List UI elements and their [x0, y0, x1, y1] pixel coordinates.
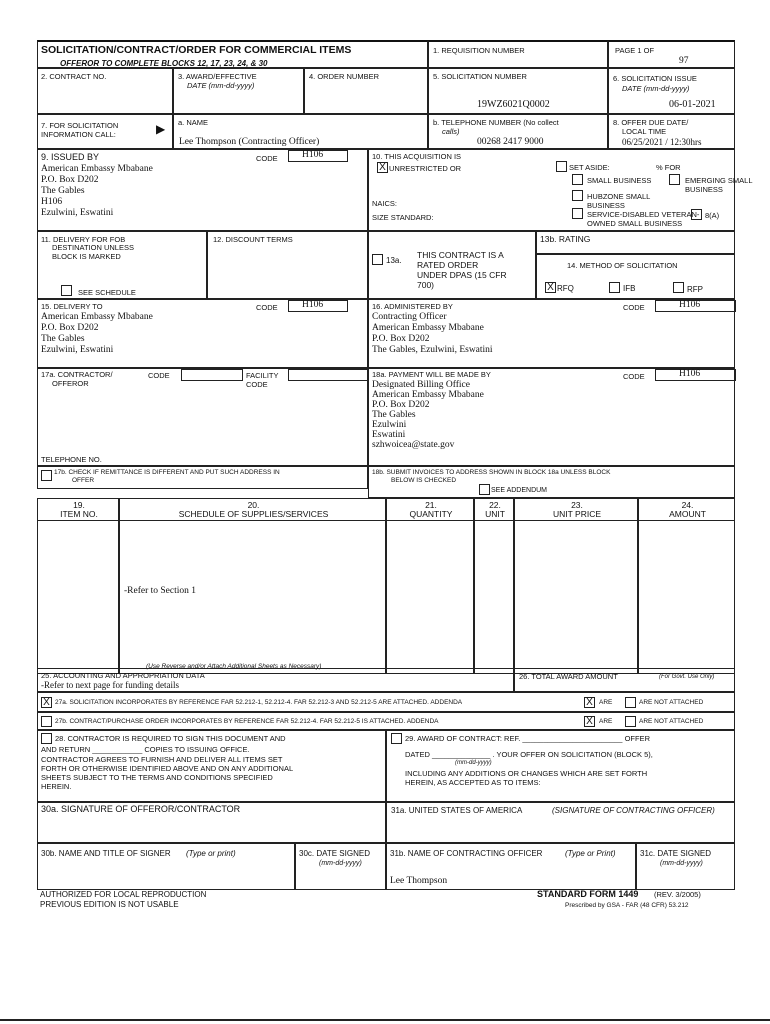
29-line: 29. AWARD OF CONTRACT: REF. ________________________ OFFER [405, 734, 650, 743]
total-award-cell [514, 668, 735, 692]
issued-by-label: 9. ISSUED BY [41, 152, 100, 162]
col-23-label: UNIT PRICE [552, 509, 602, 519]
27a-are-label: ARE [599, 699, 613, 706]
acquisition-cell [368, 149, 753, 231]
hubzone-checkbox[interactable] [572, 190, 583, 201]
payment-by-line: Designated Billing Office [372, 380, 470, 390]
administered-by-cell [368, 299, 735, 368]
small-business-checkbox[interactable] [572, 174, 583, 185]
27a-checkbox[interactable]: X [41, 697, 52, 708]
27a-label: 27a. SOLICITATION INCORPORATES BY REFERENCE FAR 52.212-1, 52.212-4. FAR 52.212-3 AND 52.212-5 ARE ATTACHED. ADDENDA [55, 699, 463, 706]
ifb-label: IFB [623, 284, 636, 293]
schedule-col-22 [474, 498, 514, 674]
remittance-label2: OFFER [72, 477, 95, 484]
order-number-cell [304, 68, 428, 114]
footer-prescribed: Prescribed by GSA - FAR (48 CFR) 53.212 [565, 902, 689, 909]
discount-terms-label: 12. DISCOUNT TERMS [213, 235, 293, 244]
27a-are-checkbox[interactable]: X [584, 697, 595, 708]
issued-by-code-label: CODE [256, 154, 278, 163]
contact-phone: 00268 2417 9000 [477, 137, 544, 147]
administered-by-line: American Embassy Mbabane [372, 323, 484, 333]
accounting-label: 25. ACCOUNTING AND APPROPRIATION DATA [41, 671, 205, 680]
col-21-label: QUANTITY [409, 509, 453, 519]
col-23-num: 23. [571, 500, 583, 510]
title-cell [37, 40, 428, 68]
total-award-label2: (For Govt. Use Only) [659, 674, 715, 680]
offeror-signature-cell [37, 802, 386, 843]
phone-label2: calls) [442, 127, 460, 136]
acquisition-label: 10. THIS ACQUISITION IS [372, 152, 462, 161]
remittance-checkbox[interactable] [41, 470, 52, 481]
27b-are-not-checkbox[interactable] [625, 716, 636, 727]
rated-order-checkbox[interactable] [372, 254, 383, 265]
facility-code-box[interactable] [288, 369, 369, 381]
submit-invoices-cell [368, 466, 735, 498]
col-24-num: 24. [681, 500, 694, 510]
col-21-num: 21. [425, 500, 437, 510]
29-checkbox[interactable] [391, 733, 402, 744]
method-cell [536, 254, 735, 299]
contractor-cell [37, 368, 368, 466]
issued-by-line: American Embassy Mbabane [41, 164, 153, 174]
payment-by-line: The Gables [372, 410, 416, 420]
29-line: INCLUDING ANY ADDITIONS OR CHANGES WHICH ARE SET FORTH [405, 769, 648, 778]
arrow-right-icon: ▶ [156, 122, 166, 136]
signer-date-cell [295, 843, 386, 890]
schedule-col-24 [638, 498, 735, 674]
page-cell [608, 40, 735, 68]
officer-name: Lee Thompson [390, 876, 448, 886]
telephone-label: TELEPHONE NO. [41, 455, 102, 464]
solicitation-number-cell [428, 68, 608, 114]
issue-date: 06-01-2021 [669, 99, 716, 110]
eight-a-label: 8(A) [705, 211, 720, 220]
schedule-col-21 [386, 498, 474, 674]
contract-no-cell [37, 68, 173, 114]
col-22-label: UNIT [485, 509, 505, 519]
signer-name-cell [37, 843, 295, 890]
award-date-label: 3. AWARD/EFFECTIVE [178, 72, 257, 81]
28-line: CONTRACTOR AGREES TO FURNISH AND DELIVER ALL ITEMS SET [41, 755, 283, 764]
issued-by-line: P.O. Box D202 [41, 175, 99, 185]
form-subtitle: OFFEROR TO COMPLETE BLOCKS 12, 17, 23, 24, & 30 [60, 59, 268, 68]
signer-name-label2: (Type or print) [186, 849, 236, 858]
offer-due-value: 06/25/2021 / 12:30hrs [622, 137, 702, 147]
rating-cell [536, 231, 735, 254]
27b-label: 27b. CONTRACT/PURCHASE ORDER INCORPORATES BY REFERENCE FAR 52.212-4. FAR 52.212-5 IS ATTACHED. ADDENDA [55, 718, 439, 725]
contact-name: Lee Thompson (Contracting Officer) [179, 137, 320, 147]
payment-by-line: P.O. Box D202 [372, 400, 430, 410]
see-addendum-checkbox[interactable] [479, 484, 490, 495]
officer-date-label2: (mm-dd-yyyy) [660, 860, 703, 867]
remittance-cell [37, 466, 368, 489]
see-schedule-label: SEE SCHEDULE [78, 288, 136, 297]
rfp-checkbox[interactable] [673, 282, 684, 293]
col-20-num: 20. [247, 500, 260, 510]
administered-by-line: Contracting Officer [372, 312, 447, 322]
officer-name-cell [386, 843, 636, 890]
payment-by-line: Eswatini [372, 430, 406, 440]
payment-by-line: Ezulwini [372, 420, 407, 430]
administered-by-line: P.O. Box D202 [372, 334, 430, 344]
delivery-to-line: P.O. Box D202 [41, 323, 99, 333]
rated-order-label: THIS CONTRACT IS A [417, 250, 504, 260]
payment-by-line: szhwoicea@state.gov [372, 440, 455, 450]
officer-name-label: 31b. NAME OF CONTRACTING OFFICER [390, 849, 543, 858]
emerging-label2: BUSINESS [685, 185, 723, 194]
payment-by-code: H106 [679, 369, 701, 379]
see-schedule-checkbox[interactable] [61, 285, 72, 296]
delivery-fob-cell [37, 231, 207, 299]
28-line: FORTH OR OTHERWISE IDENTIFIED ABOVE AND ON ANY ADDITIONAL [41, 764, 294, 773]
delivery-fob-label3: BLOCK IS MARKED [52, 252, 121, 261]
contractor-code-label: CODE [148, 371, 170, 380]
remittance-label: 17b. CHECK IF REMITTANCE IS DIFFERENT AND PUT SUCH ADDRESS IN [54, 469, 280, 476]
27b-checkbox[interactable] [41, 716, 52, 727]
pct-for-label: % FOR [656, 163, 681, 172]
issue-date-label2: DATE (mm-dd-yyyy) [622, 84, 690, 93]
offer-due-label2: LOCAL TIME [622, 127, 667, 136]
payment-by-label: 18a. PAYMENT WILL BE MADE BY [372, 370, 491, 379]
administered-by-label: 16. ADMINISTERED BY [372, 302, 453, 311]
issue-date-cell [608, 68, 735, 114]
issued-by-cell [37, 149, 368, 231]
page-total: 97 [679, 56, 689, 66]
discount-terms-cell [207, 231, 368, 299]
payment-by-code-label: CODE [623, 372, 645, 381]
method-label: 14. METHOD OF SOLICITATION [567, 261, 678, 270]
facility-label2: CODE [246, 380, 268, 389]
rfq-label: RFQ [557, 284, 574, 293]
naics-label: NAICS: [372, 199, 398, 208]
col-19-num: 19. [73, 500, 85, 510]
block-27b-cell [37, 712, 735, 730]
solicitation-number: 19WZ6021Q0002 [477, 99, 550, 110]
footer-left-1: AUTHORIZED FOR LOCAL REPRODUCTION [40, 890, 207, 899]
sdvosb-label2: OWNED SMALL BUSINESS [587, 219, 683, 228]
form-title: SOLICITATION/CONTRACT/ORDER FOR COMMERCIAL ITEMS [41, 44, 352, 56]
schedule-col-19 [37, 498, 119, 674]
sf1449-form [37, 40, 753, 909]
29-line: DATED ______________ . YOUR OFFER ON SOLICITATION (BLOCK 5), [405, 750, 653, 759]
delivery-to-code: H106 [302, 300, 324, 310]
small-business-label: SMALL BUSINESS [587, 176, 652, 185]
see-addendum-label: SEE ADDENDUM [491, 487, 548, 494]
offer-due-label: 8. OFFER DUE DATE/ [613, 118, 689, 127]
rfp-label: RFP [687, 285, 703, 294]
accounting-cell [37, 668, 514, 692]
solicitation-number-label: 5. SOLICITATION NUMBER [433, 72, 527, 81]
issued-by-line: H106 [41, 197, 63, 207]
28-line: HEREIN. [41, 782, 72, 791]
block-28-cell [37, 730, 386, 802]
schedule-note: (Use Reverse and/or Attach Additional Sheets as Necessary) [146, 663, 322, 670]
rated-order-label3: UNDER DPAS (15 CFR [417, 270, 507, 280]
rated-order-label2: RATED ORDER [417, 260, 479, 270]
contractor-code-box[interactable] [181, 369, 243, 381]
hubzone-label: HUBZONE SMALL [587, 192, 651, 201]
offer-due-cell [608, 114, 735, 149]
facility-label: FACILITY [246, 371, 279, 380]
delivery-to-line: The Gables [41, 334, 85, 344]
officer-date-cell [636, 843, 735, 890]
signer-date-label: 30c. DATE SIGNED [299, 849, 370, 858]
sdvosb-label: SERVICE-DISABLED VETERAN- [587, 210, 700, 219]
delivery-to-code-label: CODE [256, 303, 278, 312]
issued-by-line: Ezulwini, Eswatini [41, 208, 114, 218]
footer-form-name: STANDARD FORM 1449 [537, 889, 639, 899]
rating-label: 13b. RATING [540, 234, 591, 244]
28-line: 28. CONTRACTOR IS REQUIRED TO SIGN THIS DOCUMENT AND [55, 734, 286, 743]
name-label: a. NAME [178, 118, 209, 127]
29-line: HEREIN, AS ACCEPTED AS TO ITEMS: [405, 778, 541, 787]
unrestricted-label: UNRESTRICTED OR [389, 164, 462, 173]
28-line: SHEETS SUBJECT TO THE TERMS AND CONDITIONS SPECIFIED [41, 773, 273, 782]
28-checkbox[interactable] [41, 733, 52, 744]
name-cell [173, 114, 428, 149]
27b-are-checkbox[interactable]: X [584, 716, 595, 727]
signer-date-label2: (mm-dd-yyyy) [319, 860, 362, 867]
officer-signature-label: 31a. UNITED STATES OF AMERICA [391, 806, 523, 815]
col-22-num: 22. [489, 500, 501, 510]
27a-are-not-label: ARE NOT ATTACHED [639, 699, 704, 706]
administered-by-code: H106 [679, 300, 701, 310]
27b-are-not-label: ARE NOT ATTACHED [639, 718, 704, 725]
total-award-label: 26. TOTAL AWARD AMOUNT [519, 672, 618, 681]
administered-by-code-label: CODE [623, 303, 645, 312]
info-call-label: 7. FOR SOLICITATION [41, 121, 119, 130]
eight-a-checkbox[interactable] [691, 209, 702, 220]
award-date-cell [173, 68, 304, 114]
page-label: PAGE 1 OF [615, 46, 655, 55]
contractor-label: 17a. CONTRACTOR/ [41, 370, 113, 379]
delivery-to-label: 15. DELIVERY TO [41, 302, 103, 311]
footer-form-rev: (REV. 3/2005) [654, 890, 701, 899]
submit-invoices-label: 18b. SUBMIT INVOICES TO ADDRESS SHOWN IN BLOCK 18a UNLESS BLOCK [372, 469, 611, 476]
page-bottom-rule [0, 1019, 770, 1021]
schedule-header-rule [37, 520, 735, 521]
unrestricted-checkbox[interactable]: X [377, 162, 388, 173]
submit-invoices-label2: BELOW IS CHECKED [391, 477, 457, 484]
emerging-label: EMERGING SMALL [685, 176, 753, 185]
rfq-checkbox[interactable]: X [545, 282, 556, 293]
rated-order-label4: 700) [417, 280, 435, 290]
footer-left-2: PREVIOUS EDITION IS NOT USABLE [40, 900, 179, 909]
27b-are-label: ARE [599, 718, 613, 725]
schedule-col-23 [514, 498, 638, 674]
contractor-label2: OFFEROR [52, 379, 89, 388]
info-call-label2: INFORMATION CALL: [41, 130, 116, 139]
administered-by-line: The Gables, Ezulwini, Eswatini [372, 345, 493, 355]
officer-signature-cell [386, 802, 735, 843]
rated-order-num: 13a. [386, 256, 402, 265]
delivery-to-cell [37, 299, 368, 368]
order-number-label: 4. ORDER NUMBER [309, 72, 380, 81]
29-date-hint: (mm-dd-yyyy) [455, 760, 492, 766]
delivery-to-line: Ezulwini, Eswatini [41, 345, 114, 355]
officer-name-label2: (Type or Print) [565, 849, 616, 858]
block-27a-cell [37, 692, 735, 712]
hubzone-label2: BUSINESS [587, 201, 625, 210]
payment-by-line: American Embassy Mbabane [372, 390, 484, 400]
schedule-refer-text: -Refer to Section 1 [124, 586, 197, 596]
setaside-checkbox[interactable] [556, 161, 567, 172]
28-line: AND RETURN ____________ COPIES TO ISSUING OFFICE. [41, 745, 250, 754]
officer-signature-label2: (SIGNATURE OF CONTRACTING OFFICER) [552, 806, 715, 815]
offeror-signature-label: 30a. SIGNATURE OF OFFEROR/CONTRACTOR [41, 804, 241, 814]
setaside-label: SET ASIDE: [569, 163, 610, 172]
emerging-checkbox[interactable] [669, 174, 680, 185]
requisition-cell [428, 40, 608, 68]
col-19-label: ITEM NO. [60, 509, 98, 519]
ifb-checkbox[interactable] [609, 282, 620, 293]
sdvosb-checkbox[interactable] [572, 208, 583, 219]
schedule-col-20 [119, 498, 386, 674]
issue-date-label: 6. SOLICITATION ISSUE [613, 74, 697, 83]
signer-name-label: 30b. NAME AND TITLE OF SIGNER [41, 849, 171, 858]
contract-no-label: 2. CONTRACT NO. [41, 72, 107, 81]
27a-are-not-checkbox[interactable] [625, 697, 636, 708]
issued-by-line: The Gables [41, 186, 85, 196]
solicitation-info-cell [37, 114, 173, 149]
col-24-label: AMOUNT [669, 509, 706, 519]
phone-cell [428, 114, 608, 149]
phone-label: b. TELEPHONE NUMBER (No collect [433, 118, 559, 127]
award-date-label2: DATE (mm-dd-yyyy) [187, 81, 255, 90]
delivery-fob-label: 11. DELIVERY FOR FOB [41, 235, 126, 244]
delivery-fob-label2: DESTINATION UNLESS [52, 243, 134, 252]
size-standard-label: SIZE STANDARD: [372, 213, 434, 222]
col-20-label: SCHEDULE OF SUPPLIES/SERVICES [178, 509, 329, 519]
accounting-value: -Refer to next page for funding details [41, 680, 179, 690]
rated-order-cell [368, 231, 536, 299]
delivery-to-line: American Embassy Mbabane [41, 312, 153, 322]
payment-by-cell [368, 368, 735, 466]
block-29-cell [386, 730, 735, 802]
issued-by-code: H106 [302, 150, 324, 160]
requisition-label: 1. REQUISITION NUMBER [433, 46, 525, 55]
officer-date-label: 31c. DATE SIGNED [640, 849, 711, 858]
